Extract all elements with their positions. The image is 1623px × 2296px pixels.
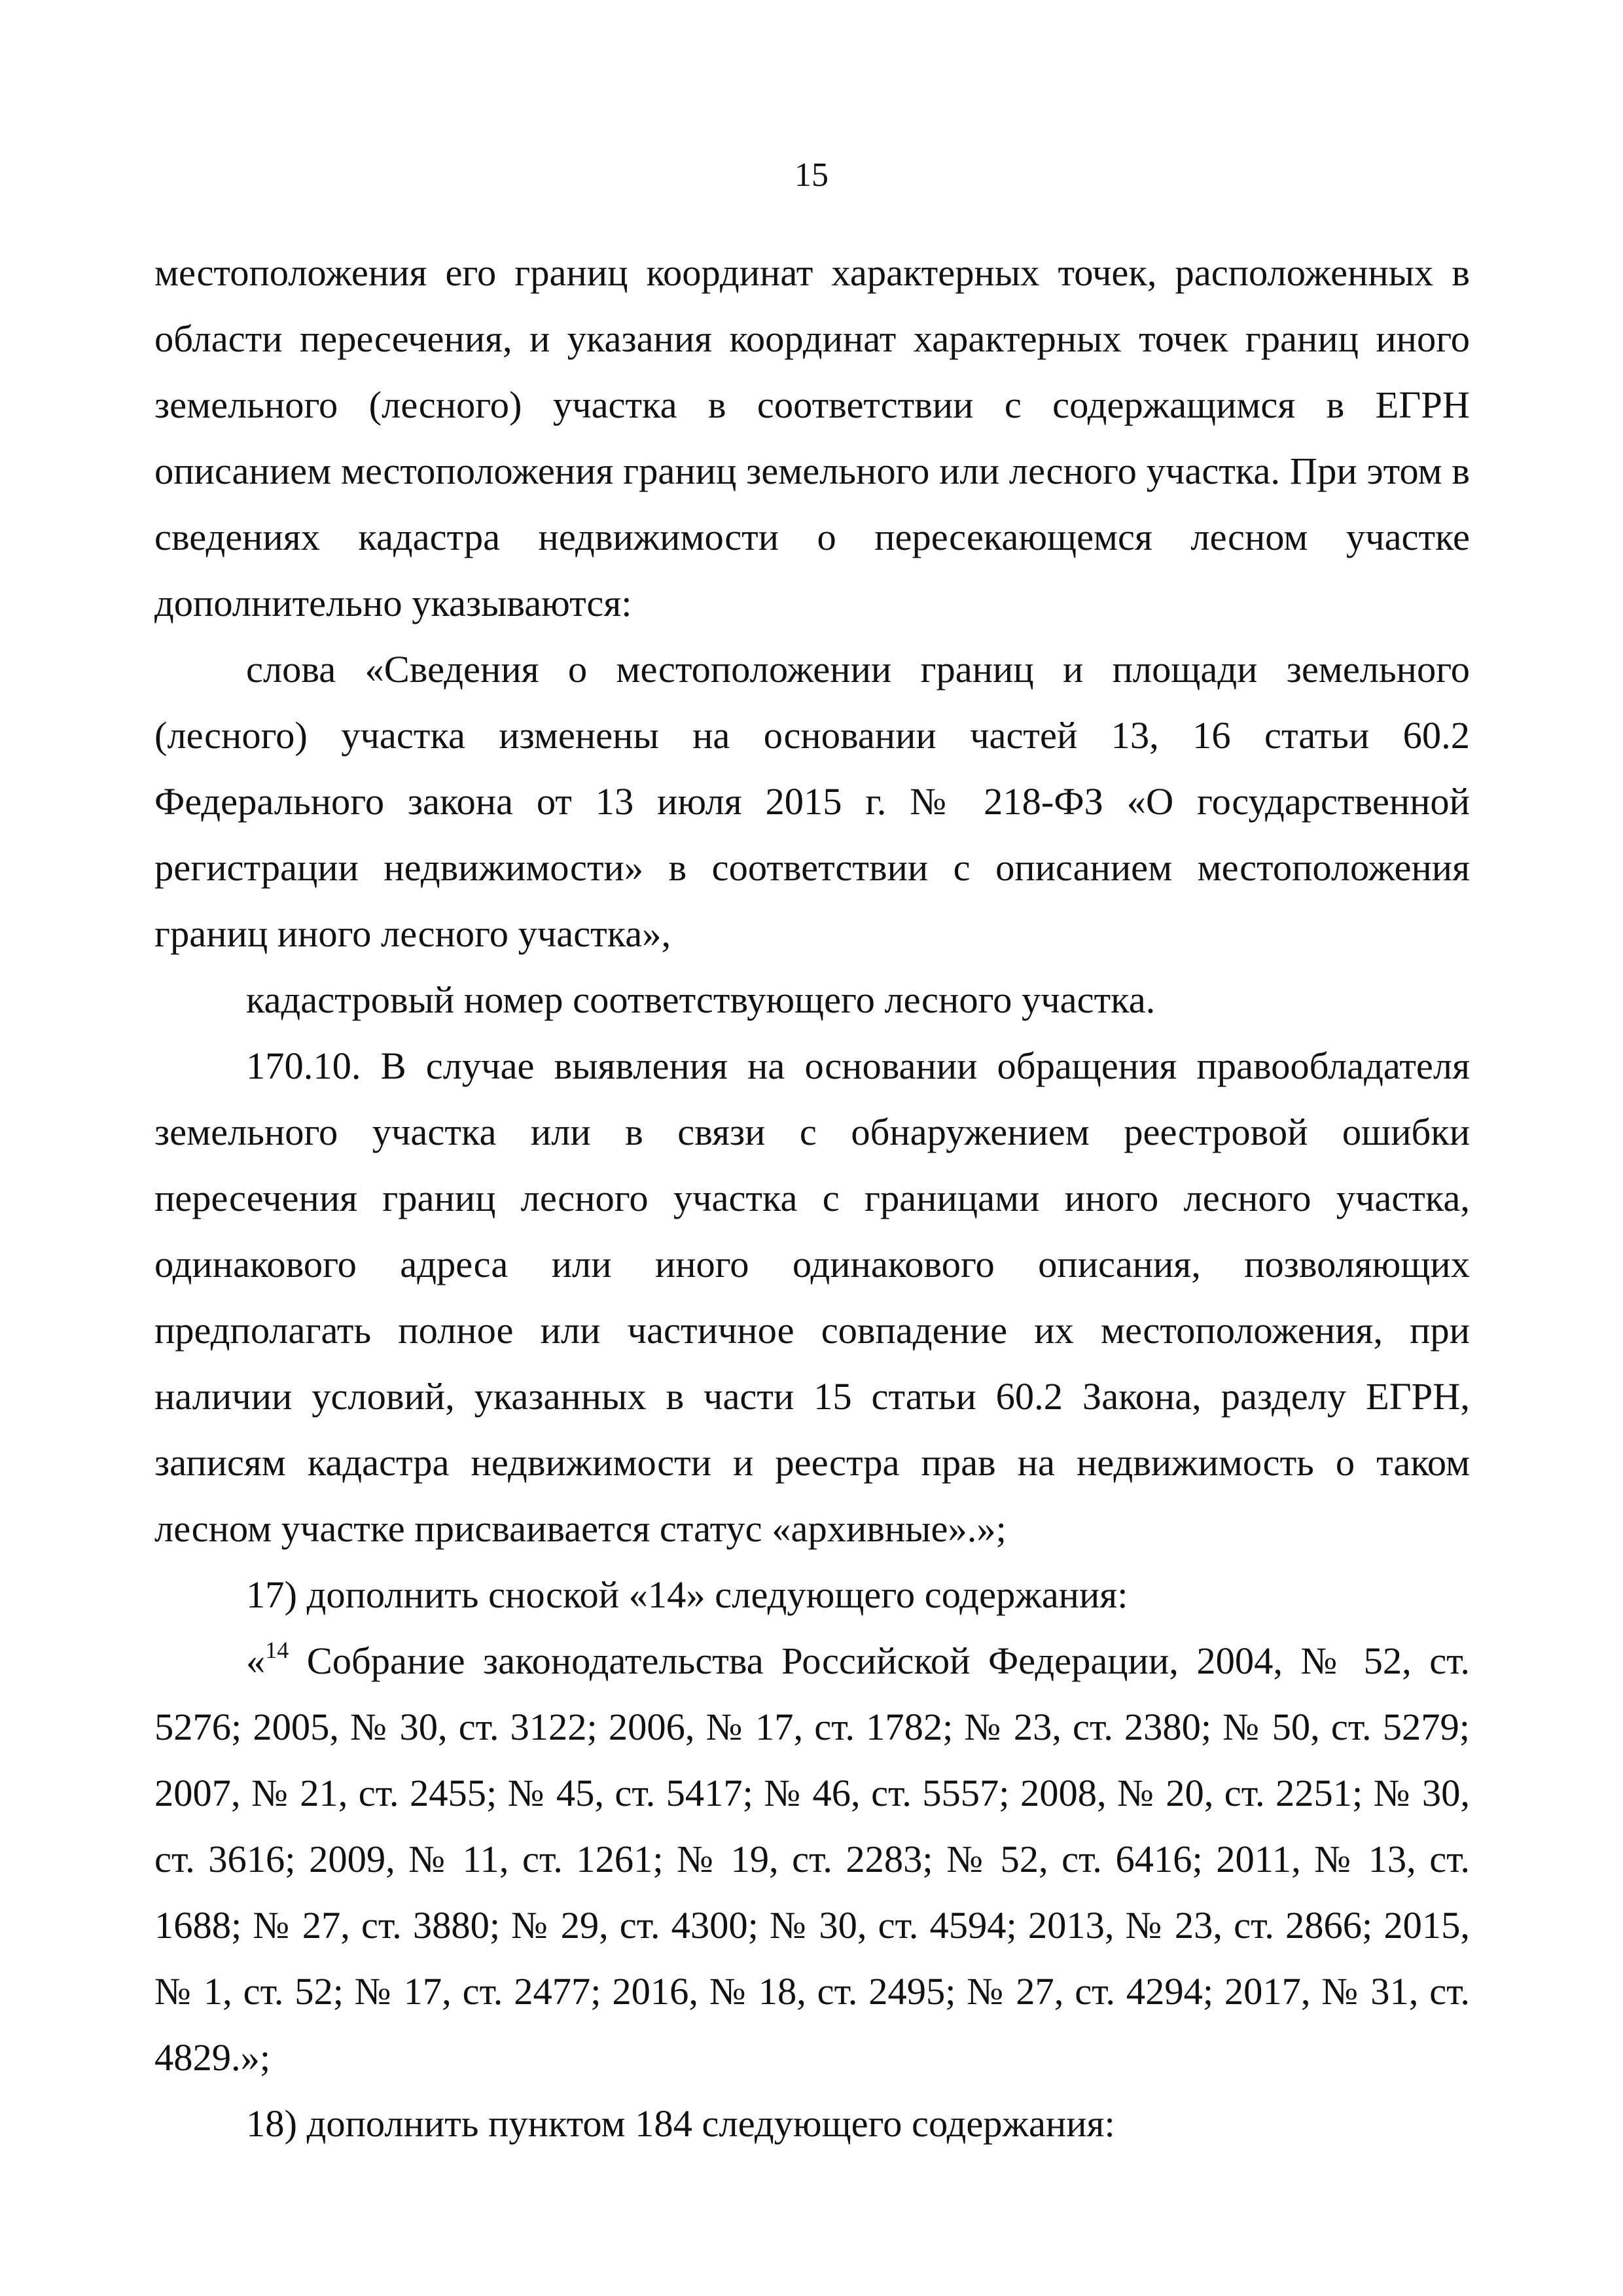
paragraph-boundary-description: местоположения его границ координат характерных точек, расположенных в области пересечения, и указания координат характерных точек границ иного земельного (лесного) участка в соответствии с содержащимся в ЕГРН описанием местоположения границ земельного или лесного участка. При этом в сведениях кадастра недвижимости о пересекающемся лесном участке дополнительно указываются:: [154, 251, 1470, 624]
footnote-open-quote: «: [246, 1640, 266, 1682]
paragraph-item-18: 18) дополнить пунктом 184 следующего содержания:: [246, 2102, 1115, 2145]
paragraph-170-10: 170.10. В случае выявления на основании обращения правообладателя земельного участка или в связи с обнаружением реестровой ошибки пересечения границ лесного участка с границами иного лесного участка, одинакового адреса или иного одинакового описания, позволяющих предполагать полное или частичное совпадение их местоположения, при наличии условий, указанных в части 15 статьи 60.2 Закона, разделу ЕГРН, записям кадастра недвижимости и реестра прав на недвижимость о таком лесном участке присваивается статус «архивные».»;: [154, 1045, 1470, 1550]
footnote-text: Собрание законодательства Российской Федерации, 2004, № 52, ст. 5276; 2005, № 30, ст. 3122; 2006, № 17, ст. 1782; № 23, ст. 2380; № 50, ст. 5279; 2007, № 21, ст. 2455; № 45, ст. 5417; № 46, ст. 5557; 2008, № 20, ст. 2251; № 30, ст. 3616; 2009, № 11, ст. 1261; № 19, ст. 2283; № 52, ст. 6416; 2011, № 13, ст. 1688; № 27, ст. 3880; № 29, ст. 4300; № 30, ст. 4594; 2013, № 23, ст. 2866; 2015, № 1, ст. 52; № 17, ст. 2477; 2016, № 18, ст. 2495; № 27, ст. 4294; 2017, № 31, ст. 4829.»;: [154, 1640, 1470, 2079]
paragraph-footnote-14: [154, 1628, 1470, 2090]
paragraph-cadastral-number: кадастровый номер соответствующего лесного участка.: [246, 978, 1156, 1021]
footnote-mark: 14: [265, 1637, 289, 1663]
page-number: 15: [794, 156, 829, 194]
paragraph-quoted-words: слова «Сведения о местоположении границ и площади земельного (лесного) участка изменены на основании частей 13, 16 статьи 60.2 Федерального закона от 13 июля 2015 г. № 218-ФЗ «О государственной регистрации недвижимости» в соответствии с описанием местоположения границ иного лесного участка»,: [154, 648, 1470, 955]
paragraph-item-17: 17) дополнить сноской «14» следующего содержания:: [246, 1573, 1128, 1616]
document-body: [154, 240, 1470, 2157]
